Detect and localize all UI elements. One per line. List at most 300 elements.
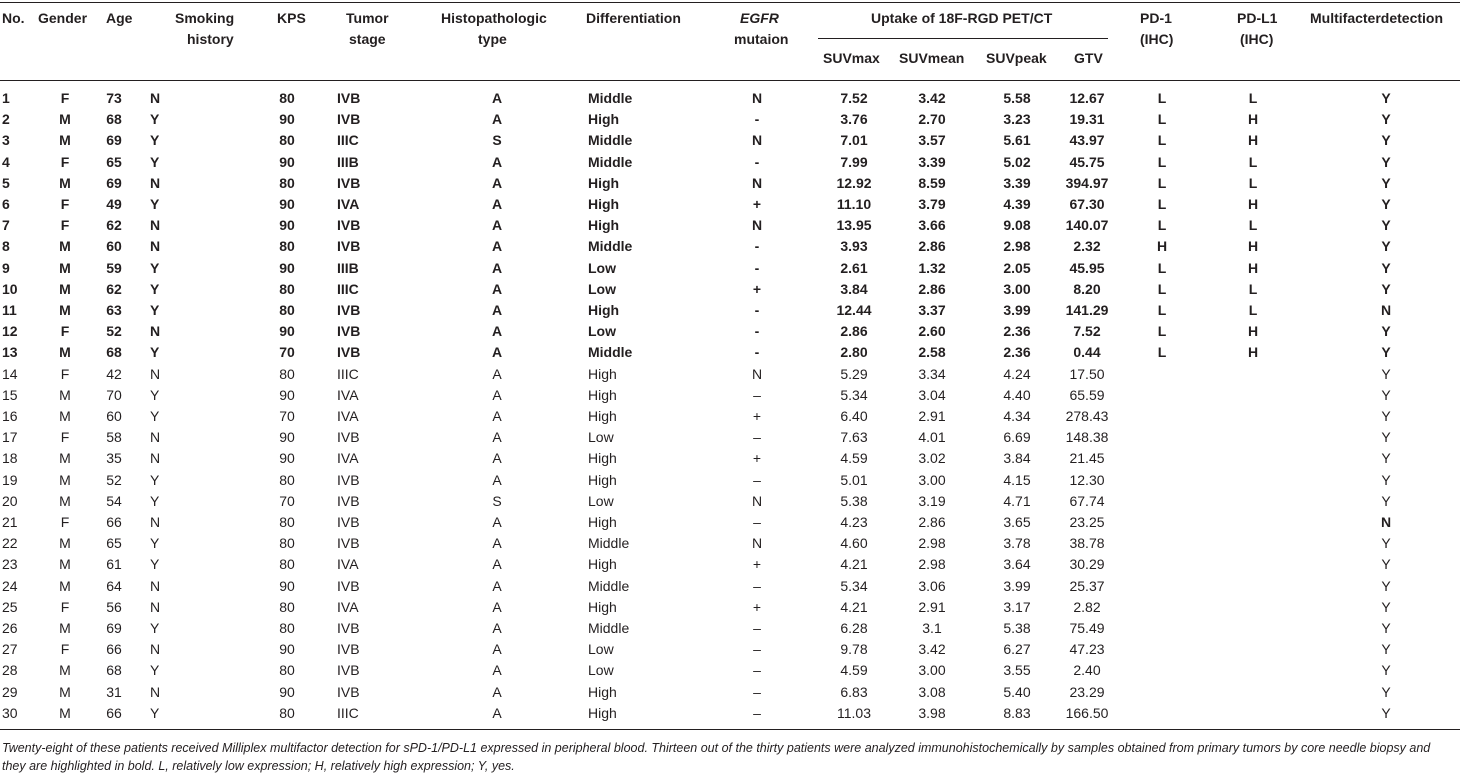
cell-suvmax: 11.10 <box>836 196 872 212</box>
cell-histo: A <box>492 620 502 636</box>
cell-smoking: Y <box>150 196 160 212</box>
cell-kps: 90 <box>279 683 295 700</box>
cell-suvpeak: 9.08 <box>1003 217 1031 234</box>
cell-suvpeak: 2.36 <box>1003 323 1031 340</box>
cell-kps: 80 <box>279 302 295 318</box>
cell-suvmax: 6.40 <box>840 408 868 424</box>
cell-age: 60 <box>106 238 122 255</box>
cell-pd1: L <box>1157 259 1167 276</box>
cell-suvmax: 7.63 <box>840 429 868 446</box>
cell-suvpeak: 5.40 <box>1003 683 1031 700</box>
cell-smoking: N <box>150 641 161 658</box>
cell-multi: N <box>1380 302 1392 318</box>
header-no: No. <box>2 10 25 26</box>
cell-multi: Y <box>1381 196 1391 212</box>
cell-stage: IVB <box>337 111 361 128</box>
header-pd1-2: (IHC) <box>1140 31 1174 47</box>
uptake-group-rule <box>818 38 1108 39</box>
table-row <box>0 406 1460 427</box>
table-bottom-rule <box>0 729 1460 730</box>
cell-egfr: N <box>751 535 763 552</box>
cell-multi: Y <box>1381 704 1391 721</box>
cell-stage: IIIB <box>337 259 359 276</box>
cell-diff: Low <box>588 662 614 679</box>
cell-pd1: L <box>1157 217 1167 234</box>
cell-pd1: L <box>1157 280 1167 297</box>
cell-pd1: L <box>1157 153 1167 170</box>
cell-suvmean: 2.98 <box>918 535 946 552</box>
cell-kps: 80 <box>279 132 295 149</box>
cell-egfr: – <box>753 620 761 636</box>
cell-stage: IVB <box>337 238 361 255</box>
table-row <box>0 321 1460 342</box>
cell-suvmean: 3.02 <box>918 450 946 467</box>
cell-histo: A <box>491 90 503 106</box>
cell-gender: F <box>60 365 70 382</box>
cell-smoking: Y <box>150 344 160 361</box>
header-bottom-rule <box>0 80 1460 81</box>
cell-suvmax: 5.29 <box>840 365 868 382</box>
cell-suvmean: 3.04 <box>918 386 946 403</box>
cell-suvmax: 5.38 <box>840 492 868 509</box>
cell-egfr: – <box>753 429 761 446</box>
cell-egfr: + <box>752 280 762 297</box>
cell-gender: M <box>59 174 71 191</box>
cell-diff: High <box>588 174 620 191</box>
cell-suvpeak: 4.34 <box>1003 408 1031 424</box>
cell-suvmax: 4.59 <box>840 662 868 679</box>
cell-no: 20 <box>2 492 18 509</box>
cell-smoking: Y <box>150 620 160 636</box>
cell-stage: IVA <box>337 408 359 424</box>
header-egfr-1: EGFR <box>740 10 779 26</box>
header-pd1-1: PD-1 <box>1140 10 1172 26</box>
cell-diff: Low <box>588 641 614 658</box>
cell-kps: 90 <box>279 259 295 276</box>
cell-egfr: – <box>753 704 761 721</box>
cell-histo: A <box>492 365 502 382</box>
cell-kps: 90 <box>279 641 295 658</box>
cell-gtv: 278.43 <box>1065 408 1109 424</box>
header-multifactor: Multifacterdetection <box>1310 10 1444 26</box>
cell-suvmax: 12.44 <box>836 302 872 318</box>
cell-smoking: Y <box>150 280 160 297</box>
cell-histo: A <box>491 344 503 361</box>
cell-age: 64 <box>106 577 122 594</box>
table-row <box>0 660 1460 681</box>
cell-pdl1: H <box>1247 323 1259 340</box>
header-pdl1-1: PD-L1 <box>1237 10 1278 26</box>
cell-no: 27 <box>2 641 18 658</box>
cell-histo: A <box>491 196 503 212</box>
cell-kps: 80 <box>279 620 295 636</box>
cell-histo: A <box>492 408 502 424</box>
cell-suvmean: 3.37 <box>918 302 946 318</box>
cell-gtv: 21.45 <box>1069 450 1105 467</box>
cell-suvpeak: 5.02 <box>1003 153 1031 170</box>
header-suvmean: SUVmean <box>899 50 965 66</box>
cell-suvmean: 2.91 <box>918 408 946 424</box>
cell-age: 63 <box>106 302 122 318</box>
cell-egfr: N <box>751 174 763 191</box>
cell-multi: Y <box>1381 598 1391 615</box>
cell-diff: High <box>588 111 620 128</box>
cell-stage: IIIC <box>337 704 359 721</box>
cell-suvmean: 3.34 <box>918 365 946 382</box>
cell-egfr: + <box>752 598 762 615</box>
cell-pd1: L <box>1157 323 1167 340</box>
cell-kps: 80 <box>279 238 295 255</box>
table-caption: Twenty-eight of these patients received Milliplex multifactor detection for sPD-1/PD-L1 expressed in peripheral blood. Thirteen out of the thirty patients were analyzed immunohistochemically by samples obtained from primary tumors by core needle biopsy and they are highlighted in bold. L, relatively low expression; H, relatively high expression; Y, yes. <box>2 741 1431 773</box>
table-row <box>0 364 1460 385</box>
cell-age: 73 <box>106 90 122 106</box>
cell-age: 56 <box>106 598 122 615</box>
cell-histo: A <box>491 302 503 318</box>
table-row <box>0 491 1460 512</box>
table-row <box>0 215 1460 236</box>
cell-stage: IVB <box>337 514 360 530</box>
cell-gender: M <box>59 302 71 318</box>
cell-kps: 80 <box>279 598 295 615</box>
cell-stage: IVB <box>337 620 360 636</box>
cell-gtv: 65.59 <box>1069 386 1105 403</box>
cell-diff: High <box>588 598 617 615</box>
cell-no: 5 <box>2 174 10 191</box>
cell-suvmean: 3.98 <box>918 704 946 721</box>
cell-histo: A <box>492 641 502 658</box>
cell-no: 23 <box>2 556 18 573</box>
cell-age: 66 <box>106 704 122 721</box>
cell-suvmean: 3.00 <box>918 471 946 488</box>
cell-diff: Middle <box>588 535 630 552</box>
cell-suvmean: 2.98 <box>918 556 946 573</box>
cell-suvpeak: 6.69 <box>1003 429 1031 446</box>
cell-gender: M <box>59 259 71 276</box>
table-row <box>0 682 1460 703</box>
cell-histo: A <box>491 280 503 297</box>
cell-suvmean: 1.32 <box>918 259 946 276</box>
cell-suvpeak: 2.98 <box>1003 238 1031 255</box>
cell-smoking: N <box>150 429 161 446</box>
cell-gtv: 25.37 <box>1069 577 1105 594</box>
table-row <box>0 427 1460 448</box>
cell-diff: Middle <box>588 90 633 106</box>
cell-suvmax: 6.28 <box>840 620 868 636</box>
table-row <box>0 448 1460 469</box>
cell-smoking: N <box>150 514 161 530</box>
cell-egfr: + <box>752 408 762 424</box>
cell-gender: F <box>60 514 70 530</box>
cell-pd1: L <box>1157 174 1167 191</box>
cell-smoking: Y <box>150 259 160 276</box>
cell-smoking: N <box>150 683 161 700</box>
cell-no: 30 <box>2 704 18 721</box>
cell-suvpeak: 3.39 <box>1003 174 1031 191</box>
cell-pdl1: H <box>1247 111 1259 128</box>
cell-suvmax: 3.76 <box>840 111 868 128</box>
cell-kps: 90 <box>279 429 295 446</box>
cell-diff: High <box>588 704 617 721</box>
cell-no: 3 <box>2 132 10 149</box>
cell-kps: 90 <box>279 217 295 234</box>
cell-stage: IIIC <box>337 132 359 149</box>
cell-smoking: N <box>150 238 161 255</box>
cell-pdl1: H <box>1247 132 1259 149</box>
cell-suvpeak: 3.23 <box>1003 111 1031 128</box>
cell-gtv: 394.97 <box>1065 174 1109 191</box>
cell-no: 6 <box>2 196 10 212</box>
cell-suvmean: 3.79 <box>918 196 946 212</box>
cell-age: 52 <box>106 323 122 340</box>
table-row <box>0 236 1460 257</box>
cell-suvpeak: 4.39 <box>1003 196 1031 212</box>
cell-egfr: - <box>754 302 760 318</box>
cell-kps: 90 <box>279 386 295 403</box>
cell-smoking: N <box>150 450 161 467</box>
cell-suvmean: 3.00 <box>918 662 946 679</box>
cell-smoking: N <box>150 598 161 615</box>
cell-multi: Y <box>1381 450 1391 467</box>
cell-age: 65 <box>106 535 122 552</box>
cell-stage: IVB <box>337 174 361 191</box>
cell-pd1: L <box>1157 196 1167 212</box>
cell-multi: Y <box>1381 641 1391 658</box>
cell-stage: IVB <box>337 217 361 234</box>
cell-smoking: Y <box>150 153 160 170</box>
cell-gender: M <box>59 492 71 509</box>
header-stage-2: stage <box>349 31 386 47</box>
cell-histo: A <box>492 535 502 552</box>
cell-stage: IVB <box>337 323 361 340</box>
cell-no: 7 <box>2 217 10 234</box>
cell-age: 60 <box>106 408 122 424</box>
cell-suvmean: 3.66 <box>918 217 946 234</box>
cell-age: 31 <box>106 683 122 700</box>
cell-smoking: Y <box>150 111 160 128</box>
cell-gtv: 12.30 <box>1069 471 1105 488</box>
cell-suvmax: 5.01 <box>840 471 868 488</box>
cell-egfr: – <box>753 514 761 530</box>
cell-suvpeak: 5.61 <box>1003 132 1031 149</box>
cell-smoking: N <box>150 217 161 234</box>
cell-suvmax: 7.52 <box>840 90 868 106</box>
cell-egfr: - <box>754 344 760 361</box>
cell-suvmax: 2.86 <box>840 323 868 340</box>
cell-suvpeak: 3.99 <box>1003 302 1031 318</box>
cell-no: 14 <box>2 365 18 382</box>
cell-multi: Y <box>1381 217 1391 234</box>
cell-suvpeak: 3.78 <box>1003 535 1031 552</box>
cell-multi: N <box>1380 514 1392 530</box>
cell-suvmean: 2.60 <box>918 323 946 340</box>
cell-gtv: 19.31 <box>1069 111 1105 128</box>
cell-stage: IVA <box>337 196 360 212</box>
cell-suvmax: 4.21 <box>840 556 868 573</box>
cell-smoking: N <box>150 174 161 191</box>
cell-multi: Y <box>1381 429 1391 446</box>
cell-multi: Y <box>1381 535 1391 552</box>
cell-suvmean: 2.91 <box>918 598 946 615</box>
cell-gender: M <box>59 386 71 403</box>
cell-pdl1: L <box>1248 174 1258 191</box>
cell-multi: Y <box>1381 238 1391 255</box>
cell-histo: A <box>491 174 503 191</box>
cell-pdl1: H <box>1247 196 1259 212</box>
cell-histo: A <box>492 662 502 679</box>
header-histo-2: type <box>478 31 507 47</box>
cell-diff: High <box>588 196 620 212</box>
cell-no: 26 <box>2 620 18 636</box>
cell-no: 17 <box>2 429 18 446</box>
cell-diff: High <box>588 556 617 573</box>
cell-gender: M <box>59 238 71 255</box>
cell-gtv: 2.40 <box>1073 662 1101 679</box>
cell-gender: M <box>59 408 71 424</box>
cell-stage: IIIB <box>337 153 359 170</box>
cell-stage: IIIC <box>337 280 359 297</box>
table-top-rule <box>0 2 1460 3</box>
cell-gtv: 0.44 <box>1073 344 1101 361</box>
cell-gtv: 47.23 <box>1069 641 1105 658</box>
cell-histo: A <box>491 238 503 255</box>
table-row <box>0 512 1460 533</box>
cell-diff: High <box>588 683 617 700</box>
cell-egfr: N <box>751 365 763 382</box>
cell-diff: High <box>588 514 617 530</box>
cell-egfr: N <box>751 492 763 509</box>
cell-no: 11 <box>2 302 17 318</box>
cell-diff: Middle <box>588 344 633 361</box>
cell-stage: IVA <box>337 450 359 467</box>
table-row <box>0 554 1460 575</box>
cell-gender: F <box>60 598 70 615</box>
cell-suvmean: 3.42 <box>918 641 946 658</box>
cell-kps: 80 <box>279 662 295 679</box>
cell-no: 29 <box>2 683 18 700</box>
table-row <box>0 173 1460 194</box>
cell-kps: 80 <box>279 365 295 382</box>
cell-gender: M <box>59 132 71 149</box>
cell-suvmax: 11.03 <box>837 704 871 721</box>
cell-suvmax: 2.80 <box>840 344 868 361</box>
cell-suvmean: 2.58 <box>918 344 946 361</box>
cell-kps: 80 <box>279 90 295 106</box>
header-suvpeak: SUVpeak <box>986 50 1047 66</box>
cell-smoking: Y <box>150 492 160 509</box>
cell-age: 65 <box>106 153 122 170</box>
cell-pdl1: H <box>1247 259 1259 276</box>
cell-kps: 90 <box>279 111 295 128</box>
cell-suvmax: 3.84 <box>840 280 868 297</box>
header-differentiation: Differentiation <box>586 10 681 26</box>
cell-stage: IVB <box>337 471 360 488</box>
cell-gender: F <box>60 429 70 446</box>
cell-smoking: Y <box>150 132 160 149</box>
table-row <box>0 194 1460 215</box>
cell-gtv: 17.50 <box>1069 365 1105 382</box>
cell-age: 68 <box>106 344 122 361</box>
cell-no: 2 <box>2 111 10 128</box>
cell-diff: Middle <box>588 620 630 636</box>
cell-no: 13 <box>2 344 18 361</box>
header-gender: Gender <box>38 10 88 26</box>
cell-gender: M <box>59 683 71 700</box>
cell-kps: 90 <box>279 153 295 170</box>
cell-suvmean: 3.08 <box>918 683 946 700</box>
cell-age: 69 <box>106 174 122 191</box>
cell-egfr: – <box>753 662 761 679</box>
cell-suvmax: 4.60 <box>840 535 868 552</box>
cell-multi: Y <box>1381 386 1391 403</box>
cell-gtv: 141.29 <box>1065 302 1109 318</box>
cell-age: 70 <box>106 386 122 403</box>
cell-pd1: L <box>1157 302 1167 318</box>
cell-kps: 90 <box>279 323 295 340</box>
cell-suvpeak: 2.36 <box>1003 344 1031 361</box>
cell-smoking: Y <box>150 471 160 488</box>
cell-multi: Y <box>1381 323 1391 340</box>
cell-pdl1: L <box>1248 90 1258 106</box>
cell-multi: Y <box>1381 492 1391 509</box>
cell-suvpeak: 4.15 <box>1003 471 1031 488</box>
cell-gtv: 67.30 <box>1069 196 1105 212</box>
cell-multi: Y <box>1381 153 1391 170</box>
header-uptake-group: Uptake of 18F-RGD PET/CT <box>871 10 1053 26</box>
cell-egfr: - <box>754 238 760 255</box>
cell-kps: 70 <box>279 344 295 361</box>
cell-suvmean: 2.86 <box>918 280 946 297</box>
cell-egfr: – <box>753 641 761 658</box>
table-row <box>0 385 1460 406</box>
cell-no: 22 <box>2 535 18 552</box>
cell-multi: Y <box>1381 556 1391 573</box>
cell-gender: F <box>60 641 70 658</box>
cell-kps: 80 <box>279 535 295 552</box>
cell-egfr: - <box>754 153 760 170</box>
cell-gtv: 2.32 <box>1073 238 1101 255</box>
cell-egfr: N <box>751 217 763 234</box>
cell-gender: M <box>59 450 71 467</box>
cell-suvmean: 3.06 <box>918 577 946 594</box>
cell-histo: A <box>492 704 502 721</box>
table-row <box>0 300 1460 321</box>
cell-histo: A <box>492 386 502 403</box>
cell-diff: Middle <box>588 153 633 170</box>
cell-gtv: 148.38 <box>1065 429 1109 446</box>
cell-smoking: N <box>150 577 161 594</box>
cell-gender: F <box>60 90 70 106</box>
cell-suvpeak: 6.27 <box>1003 641 1031 658</box>
cell-multi: Y <box>1381 577 1391 594</box>
cell-gender: M <box>59 662 71 679</box>
header-smoking-1: Smoking <box>175 10 235 26</box>
cell-suvmax: 5.34 <box>840 577 868 594</box>
cell-gender: M <box>59 471 71 488</box>
cell-histo: A <box>492 514 502 530</box>
cell-multi: Y <box>1381 620 1391 636</box>
cell-no: 19 <box>2 471 18 488</box>
cell-no: 10 <box>2 280 18 297</box>
cell-kps: 80 <box>279 174 295 191</box>
cell-egfr: – <box>753 683 761 700</box>
cell-gtv: 23.29 <box>1069 683 1105 700</box>
cell-gtv: 43.97 <box>1069 132 1105 149</box>
cell-egfr: - <box>754 111 760 128</box>
table-row <box>0 258 1460 279</box>
cell-gender: M <box>59 556 71 573</box>
cell-suvpeak: 3.64 <box>1003 556 1031 573</box>
cell-smoking: Y <box>150 302 160 318</box>
